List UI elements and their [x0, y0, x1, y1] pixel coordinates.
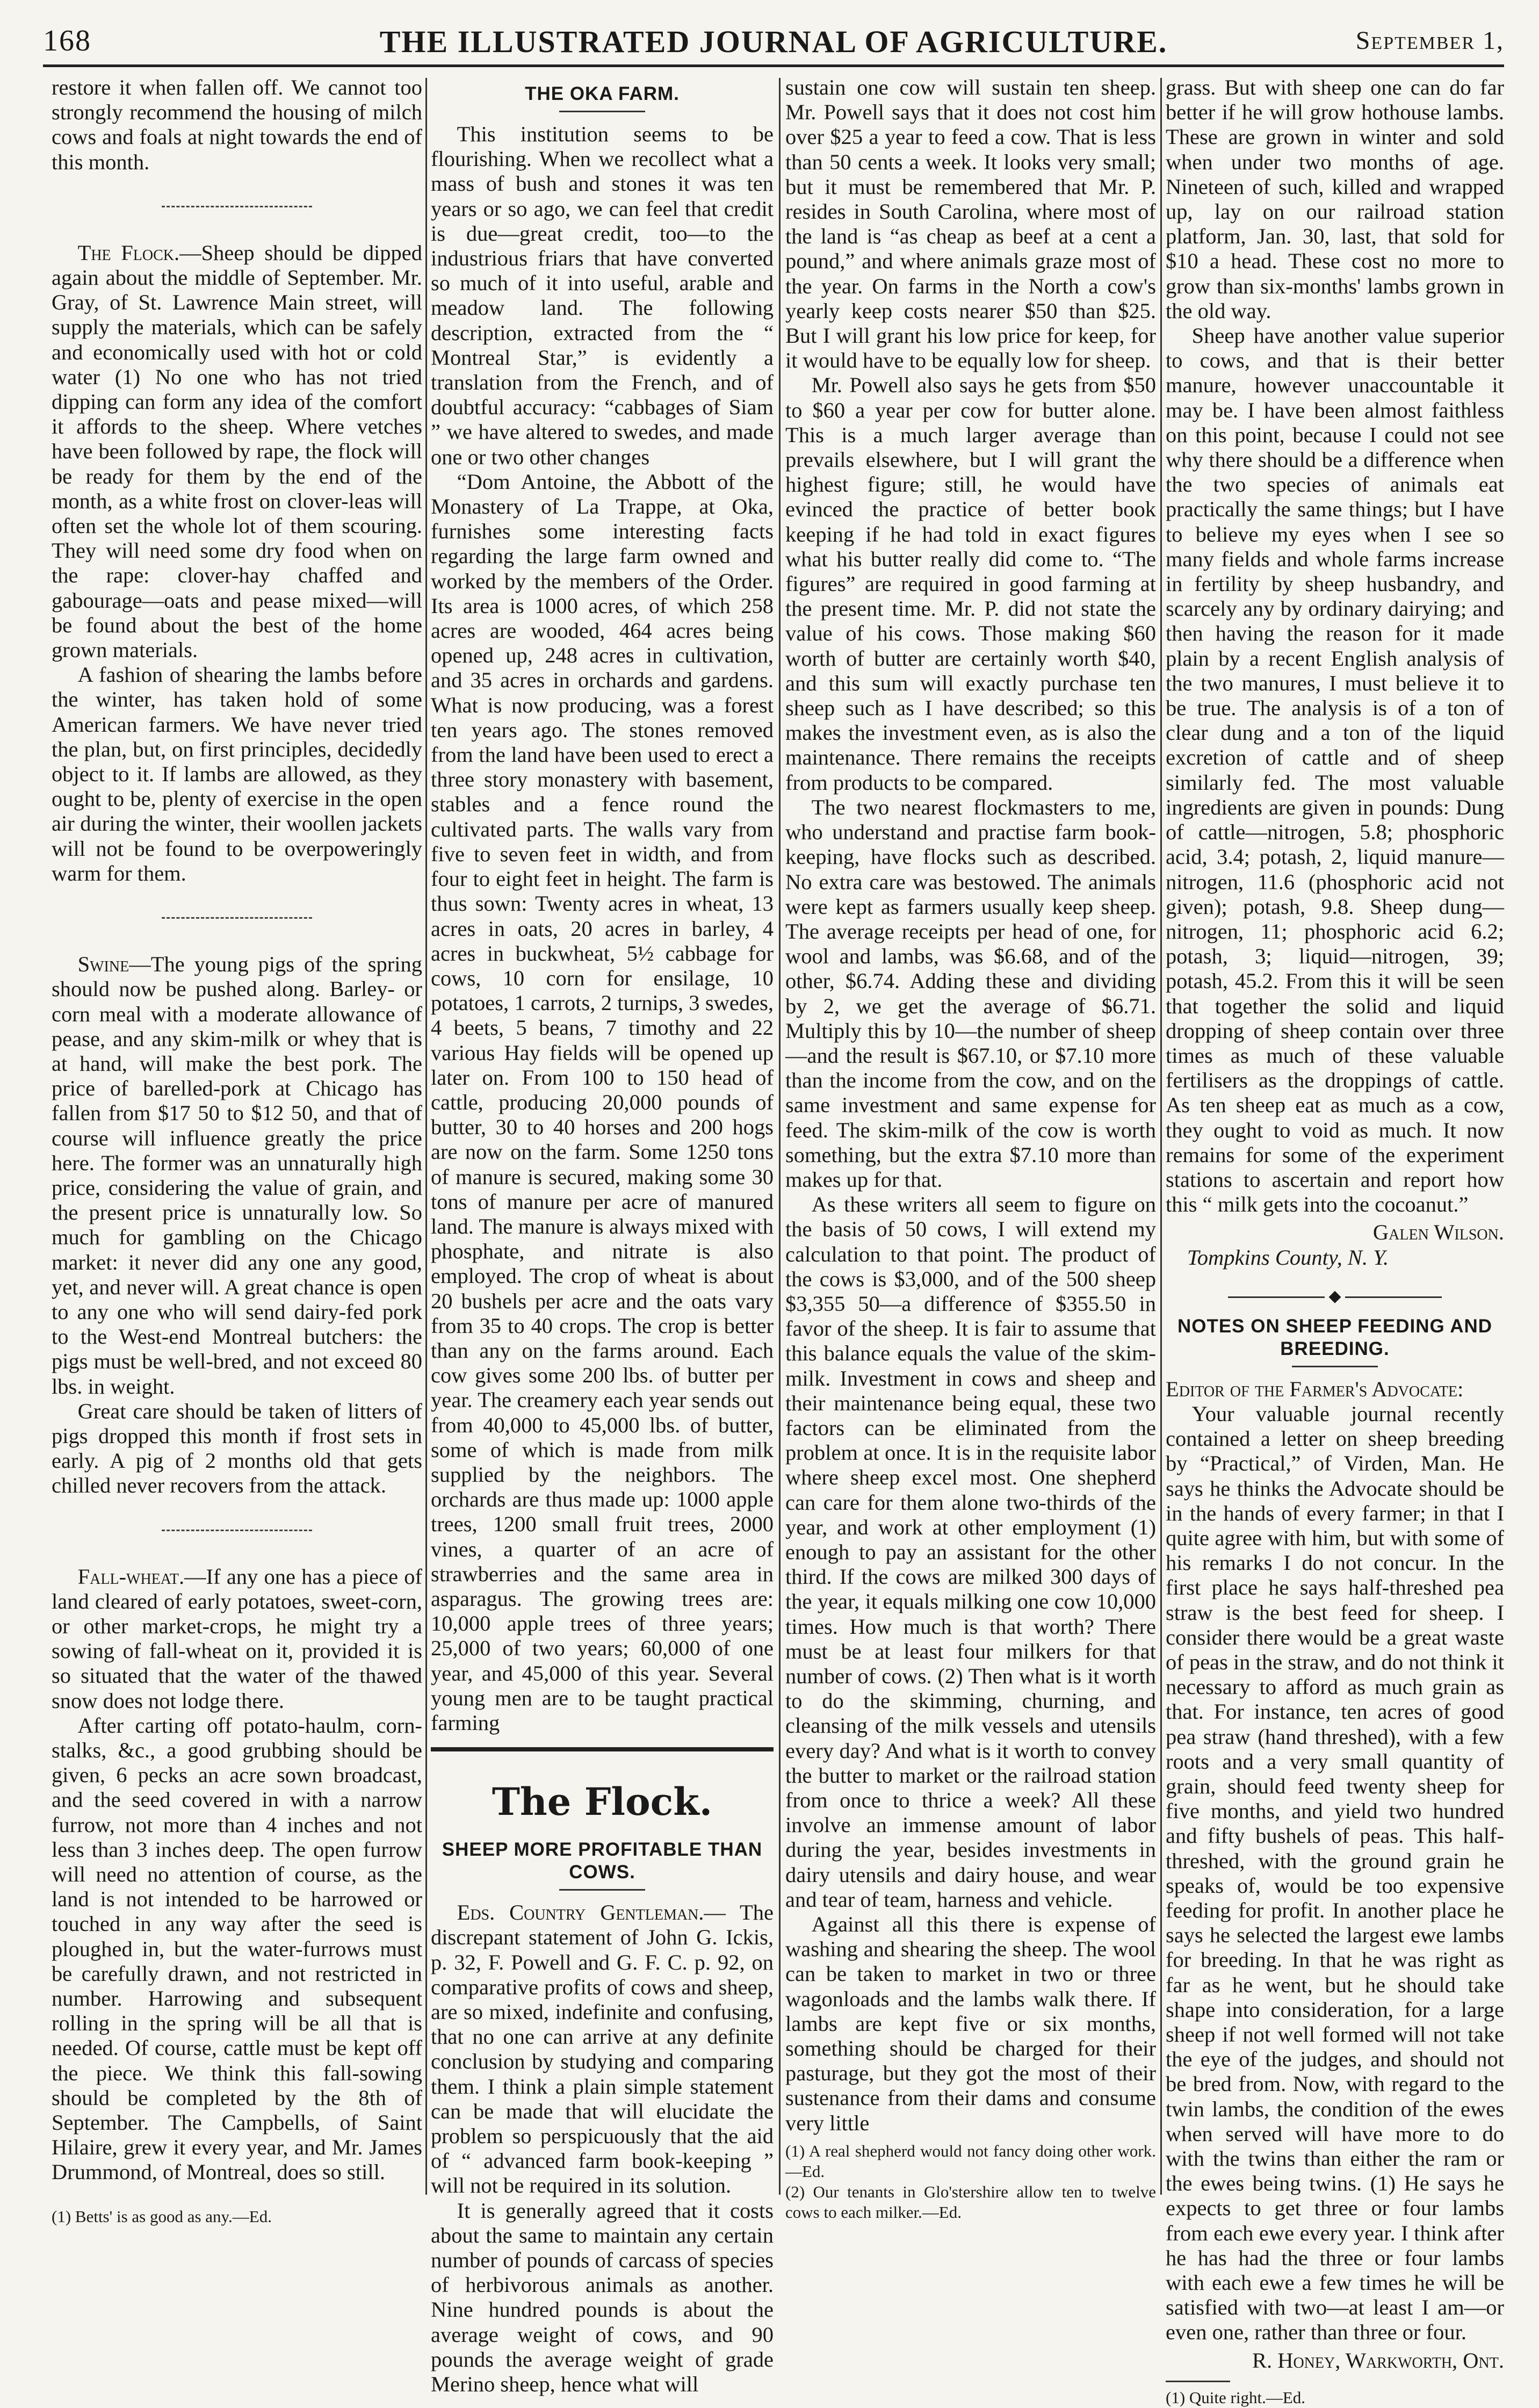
heading-rule: [559, 1889, 645, 1891]
heading-rule: [559, 111, 645, 112]
paragraph: The two nearest flockmasters to me, who understand and practise farm book-keeping, have flocks such as described. No extra care was bestowed. The animals were kept as farmers usually keep sheep. The average receipts per head of one, for wool and lambs, was $6.68, and of the other, $6.74. Adding these and dividing by 2, we get the average of $6.71. Multiply this by 10—the number of sheep—and the result is $67.10, or $7.10 more than the income from the cow, and on the same investment and same expense for feed. The skim-milk of the cow is worth something, but the extra $7.10 more than makes up for that.: [785, 795, 1156, 1192]
author-signature: Galen Wilson.: [1372, 1220, 1504, 1245]
footnote: (1) Quite right.—Ed.: [1166, 2388, 1306, 2407]
column-3: [785, 75, 1156, 2222]
heading-rule: [1292, 1366, 1378, 1367]
paragraph: Against all this there is expense of washing and shearing the sheep. The wool can be taken to market in two or three wagonloads and the lambs walk there. If lambs are kept five or six months, something should be charged for their pasturage, but they got the most of their sustenance from their dams and consume very little: [785, 1912, 1156, 2135]
paragraph: Mr. Powell also says he gets from $50 to $60 a year per cow for butter alone. This is a much larger average than prevails elsewhere, but I will grant the highest figure; still, he would have evinced the practice of better book keeping if he had told in exact figures what his butter really did come to. “The figures” are required in good farming at the present time. Mr. P. did not state the value of his cows. Those making $60 worth of butter are certainly worth $40, and this sum will exactly purchase ten sheep such as I have described; so this makes the investment even, as is also the maintenance. There remains the receipts from products to be compared.: [785, 373, 1156, 795]
salutation-text: Editor of the Farmer's Advocate:: [1166, 1376, 1464, 1401]
section-title: The Flock.: [492, 1779, 713, 1825]
paragraph: Your valuable journal recently contained a letter on sheep breeding by “Practical,” of Virden, Man. He says he thinks the Advocate should be in the hands of every farmer; in that I quite agree with him, but with some of his remarks I do not concur. In the first place he says half-threshed pea straw is the best feed for sheep. I consider there would be a great waste of peas in the straw, and do not think it necessary to afford as much grain as that. For instance, ten acres of good pea straw (hand threshed), with a few roots and a very small quantity of grain, should feed twenty sheep for five months, and yield two hundred and fifty bushels of peas. This half-threshed, with the ground grain he speaks of, would be too expensive feeding for profit. In another place he says he selected the largest ewe lambs for breeding. In that he was right as far as he went, but he should take shape into consideration, for a large sheep if not well formed will not take the eye of the judges, and should not be bred from. Now, with regard to the twin lambs, the condition of the ewes when served will have more to do with the twins than either the ram or the ewes being twins. (1) He says he expects to get three or four lambs from each ewe every year. I think after he has had the three or four lambs with each ewe a few times he will be satisfied with two—at least I am—or even one, rather than three or four.: [1166, 1401, 1504, 2345]
paragraph: As these writers all seem to figure on the basis of 50 cows, I will extend my calculation to that point. The product of the cows is $3,000, and of the 500 sheep $3,355 50—a difference of $355.50 in favor of the sheep. It is fair to assume that this balance equals the value of the skim-milk. Investment in cows and sheep and their maintenance being equal, these two factors can be eliminated from the problem at once. It is in the requisite labor where sheep excel most. One shepherd can care for them alone two-thirds of the year, and work at other employment (1) enough to pay an assistant for the other third. If the cows are milked 300 days of the year, it equals milking one cow 10,000 times. How much is that worth? There must be at least four milkers for that number of cows. (2) Then what is it worth to do the skimming, churning, and cleansing of the milk vessels and utensils every day? And what is it worth to convey the butter to market or the railroad station from once to thrice a week? All these involve an immense amount of labor during the year, besides investments in dairy utensils and dairy house, and wear and tear of team, harness and vehicle.: [785, 1192, 1156, 1912]
paragraph: This institution seems to be flourishing. When we recollect what a mass of bush and stones it was ten years or so ago, we can feel that credit is due—great credit, too—to the industrious friars that have converted so much of it into useful, arable and meadow land. The following description, extracted from the “ Montreal Star,” is evidently a translation from the French, and of doubtful accuracy: “cabbages of Siam ” we have altered to swedes, and made one or two other changes: [431, 122, 774, 469]
paragraph: grass. But with sheep one can do far better if he will grow hothouse lambs. These are grown in winter and sold when under two months of age. Nineteen of such, killed and wrapped up, lay on our railroad station platform, Jan. 30, last, that sold for $10 a head. These cost no more to grow than six-months' lambs grown in the old way.: [1166, 75, 1504, 323]
paragraph-letter: [431, 1900, 774, 2198]
run-in-heading: Fall-wheat.: [77, 1564, 185, 1589]
paragraph: A fashion of shearing the lambs before the winter, has taken hold of some American farmers. We have never tried the plan, but, on first principles, decidedly object to it. If lambs are allowed, as they ought to be, plenty of exercise in the open air during the winter, their woollen jackets will not be found to be overpoweringly warm for them.: [52, 662, 422, 885]
run-in-heading: The Flock.: [77, 240, 180, 265]
section-divider: [162, 206, 312, 207]
paragraph-swine: [52, 952, 422, 1399]
section-divider: [162, 1530, 312, 1531]
issue-date: September 1,: [1355, 26, 1504, 55]
author-location: Tompkins County, N. Y.: [1187, 1245, 1389, 1270]
paragraph: sustain one cow will sustain ten sheep. Mr. Powell says that it does not cost him over $25 a year to feed a cow. That is less than 50 cents a week. It looks very small; but it must be remembered that Mr. P. resides in South Carolina, where most of the land is “as cheap as beef at a cent a pound,” and where animals graze most of the year. On farms in the North a cow's yearly keep costs nearer $50 than $25. But I will grant his low price for keep, for it would have to be equally low for sheep.: [785, 75, 1156, 373]
paragraph: restore it when fallen off. We cannot too strongly recommend the housing of milch cows and foals at night towards the end of this month.: [52, 75, 422, 174]
footnote: (2) Our tenants in Glo'stershire allow ten to twelve cows to each milker.—Ed.: [785, 2182, 1156, 2222]
run-in-heading: Eds. Country Gentleman.: [457, 1900, 704, 1925]
section-divider: [162, 917, 312, 919]
ornament-divider: ◆: [1166, 1288, 1504, 1304]
column-divider: [425, 78, 427, 2195]
author-signature: R. Honey, Warkworth, Ont.: [1252, 2348, 1504, 2373]
paragraph-fall-wheat: [52, 1565, 422, 1713]
footnote: (1) Betts' is as good as any.—Ed.: [52, 2207, 272, 2226]
paragraph: Sheep have another value superior to cows, and that is their better manure, however unaccountable it may be. I have been almost faithless on this point, because I could not see why there should be a difference when the two species of animals eat practically the same things; but I have to believe my eyes when I see so many fields and whole farms increase in fertility by sheep husbandry, and scarcely any by ordinary dairying; and then having the reason for it made plain by a recent English analysis of the two manures, I must believe it to be true. The analysis is of a ton of clear dung and a ton of the liquid excretion of cattle and of sheep similarly fed. The most valuable ingredients are given in pounds: Dung of cattle—nitrogen, 5.8; phosphoric acid, 3.4; potash, 2, liquid manure—nitrogen, 11.6 (phosphoric acid not given); potash, 9.8. Sheep dung—nitrogen, 11; phosphoric acid 6.2; potash, 3; liquid—nitrogen, 39; potash, 45.2. From this it will be seen that together the solid and liquid dropping of sheep contain over three times as much of these valuable fertilisers as the droppings of cattle. As ten sheep eat as much as a cow, they ought to void as much. It now remains for some of the experiment stations to ascertain and report how this “ milk gets into the cocoanut.”: [1166, 323, 1504, 1217]
page-header: [43, 16, 1504, 67]
footnote: (1) A real shepherd would not fancy doing other work.—Ed.: [785, 2141, 1156, 2181]
section-rule: [431, 1747, 774, 1751]
column-divider: [779, 78, 781, 2195]
footnote-rule: [1166, 2381, 1230, 2382]
paragraph: “Dom Antoine, the Abbott of the Monastery of La Trappe, at Oka, furnishes some interesting facts regarding the large farm owned and worked by the members of the Order. Its area is 1000 acres, of which 258 acres are wooded, 464 acres being opened up, 248 acres in cultivation, and 35 acres in orchards and gardens. What is now producing, was a forest ten years ago. The stones removed from the land have been used to erect a three story monastery with basement, stables and a fence round the cultivated parts. The walls vary from five to seven feet in width, and from four to eight feet in height. The farm is thus sown: Twenty acres in wheat, 13 acres in oats, 20 acres in barley, 4 acres in buckwheat, 5½ cabbage for cows, 10 corn for ensilage, 10 potatoes, 1 carrots, 2 turnips, 3 swedes, 4 beets, 5 beans, 7 timothy and 22 various Hay fields will be opened up later on. From 100 to 150 head of cattle, producing 20,000 pounds of butter, 30 to 40 horses and 200 hogs are now on the farm. Some 1250 tons of manure is secured, making some 30 tons of manure per acre of manured land. The manure is always mixed with phosphate, and nitrate is also employed. The crop of wheat is about 20 bushels per acre and the oats vary from 35 to 40 crops. The crop is better than any on the farms around. Each cow gives some 200 lbs. of butter per year. The creamery each year sends out from 40,000 to 45,000 lbs. of butter, some of which is made from milk supplied by the neighbors. The orchards are thus made up: 1000 apple trees, 1200 small fruit trees, 2000 vines, a quarter of an acre of strawberries and the same area in asparagus. The growing trees are: 10,000 apple trees of three years; 25,000 of two years; 60,000 of one year, and 45,000 of this year. Several young men are to be taught practical farming: [431, 469, 774, 1735]
journal-title: THE ILLUSTRATED JOURNAL OF AGRICULTURE.: [379, 24, 1168, 59]
column-1: [52, 75, 422, 2226]
paragraph-text: —Sheep should be dipped again about the middle of September. Mr. Gray, of St. Lawrence Main street, will supply the materials, which can be safely and economically used with hot or cold water (1) No one who has not tried dipping can form any idea of the comfort it affords to the sheep. Where vetches have been followed by rape, the flock will be ready for them by the end of the month, as a white frost on clover-leas will often set the whole lot of them scouring. They will need some dry food when on the rape: clover-hay chaffed and gabourage—oats and pease mixed—will be found about the best of the home grown materials.: [52, 240, 422, 662]
paragraph-text: —The young pigs of the spring should now be pushed along. Barley- or corn meal with a moderate allowance of pease, and any skim-milk or whey that is at hand, will make the best pork. The price of barelled-pork at Chicago has fallen from $17 50 to $12 50, and that of course will influence greatly the price here. The former was an unnaturally high price, considering the value of grain, and the present price is unnaturally low. So much for gambling on the Chicago market: it never did any one any good, yet, and never will. A great chance is open to any one who will send dairy-fed pork to the West-end Montreal butchers: the pigs must be well-bred, and not exceed 80 lbs. in weight.: [52, 952, 422, 1398]
article-heading: SHEEP MORE PROFITABLE THAN COWS.: [442, 1839, 763, 1883]
article-heading: THE OKA FARM.: [525, 83, 680, 104]
column-2: [431, 75, 774, 2397]
run-in-heading: Swine: [77, 952, 129, 977]
paragraph: Great care should be taken of litters of pigs dropped this month if frost sets in early. A pig of 2 months old that gets chilled never recovers from the attack.: [52, 1398, 422, 1498]
paragraph-flock: [52, 241, 422, 662]
page-number: 168: [43, 24, 91, 57]
column-divider: [1160, 78, 1162, 2195]
paragraph: It is generally agreed that it costs about the same to maintain any certain number of pounds of carcass of species of herbivorous animals as another. Nine hundred pounds is about the average weight of cows, and 90 pounds the average weight of grade Merino sheep, hence what will: [431, 2198, 774, 2397]
column-4: [1166, 75, 1504, 2407]
paragraph-text: —If any one has a piece of land cleared of early potatoes, sweet-corn, or other market-crops, he might try a sowing of fall-wheat on it, provided it is so situated that the water of the thawed snow does not lodge there.: [52, 1564, 422, 1713]
salutation: [1166, 1377, 1504, 1402]
paragraph: After carting off potato-haulm, corn-stalks, &c., a good grubbing should be given, 6 pecks an acre sown broadcast, and the seed covered in with a narrow furrow, not more than 4 inches and not less than 3 inches deep. The open furrow will need no attention of course, as the land is not intended to be harrowed or touched in any way after the seed is ploughed in, but the water-furrows must be carefully drawn, and not restricted in number. Harrowing and subsequent rolling in the spring will be all that is needed. Of course, cattle must be kept off the piece. We think this fall-sowing should be completed by the 8th of September. The Campbells, of Saint Hilaire, grew it every year, and Mr. James Drummond, of Montreal, does so still.: [52, 1713, 422, 2184]
paragraph-text: — The discrepant statement of John G. Ickis, p. 32, F. Powell and G. F. C. p. 92, on comparative profits of cows and sheep, are so mixed, indefinite and confusing, that no one can arrive at any definite conclusion by studying and comparing them. I think a plain simple statement can be made that will elucidate the problem so perspicuously that the aid of “ advanced farm book-keeping ” will not be required in its solution.: [431, 1900, 774, 2198]
article-heading: NOTES ON SHEEP FEEDING AND BREEDING.: [1177, 1315, 1493, 1359]
